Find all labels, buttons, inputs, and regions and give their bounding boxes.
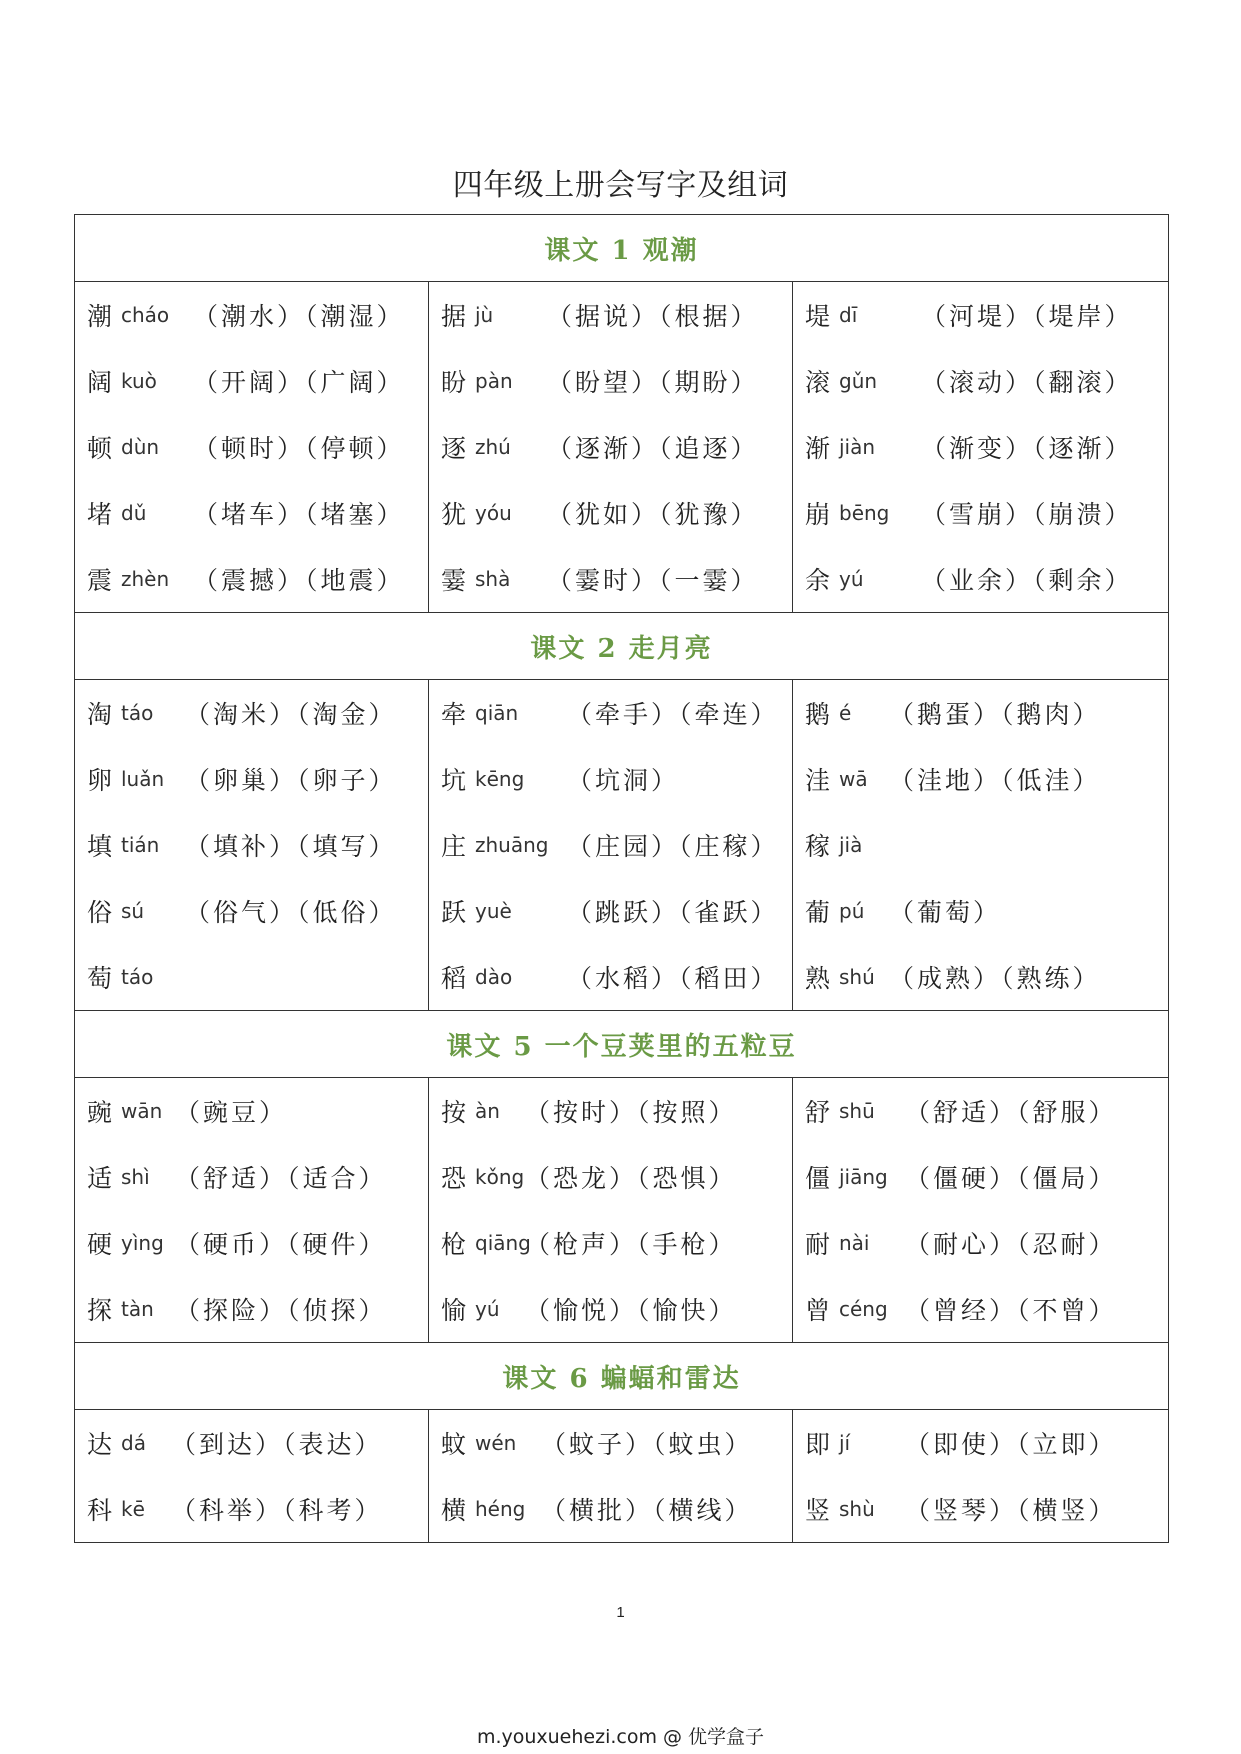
vocab-entry [793, 812, 1168, 878]
vocab-entry [793, 1276, 1168, 1342]
vocab-pinyin: zhú [475, 435, 511, 459]
vocab-character: 坑 [441, 766, 467, 795]
vocab-pinyin: yú [475, 1297, 500, 1321]
vocab-words: （耐心）（忍耐） [905, 1230, 1117, 1259]
vocab-pinyin: àn [475, 1099, 500, 1123]
page-title: 四年级上册会写字及组词 [452, 168, 789, 203]
lesson-header: 课文 2 走月亮 [75, 613, 1169, 680]
vocab-words: （业余）（剩余） [921, 566, 1133, 595]
vocab-character: 霎 [441, 566, 467, 595]
vocab-words: （竖琴）（横竖） [905, 1496, 1117, 1525]
vocab-character: 余 [805, 566, 831, 595]
vocab-entry [75, 480, 428, 546]
vocab-pinyin: tián [121, 833, 160, 857]
vocab-pinyin: shú [839, 965, 875, 989]
vocab-entry [429, 282, 792, 348]
vocab-words: （渐变）（逐渐） [921, 434, 1133, 463]
vocab-words: （科举）（科考） [171, 1496, 383, 1525]
vocab-character: 跃 [441, 898, 467, 927]
vocab-character: 逐 [441, 434, 467, 463]
vocab-entry [793, 1210, 1168, 1276]
vocab-entry [429, 1078, 792, 1144]
lesson-column [793, 282, 1169, 613]
vocab-character: 竖 [805, 1496, 831, 1525]
vocab-character: 填 [87, 832, 113, 861]
vocab-words: （震撼）（地震） [193, 566, 405, 595]
vocab-words: （填补）（填写） [185, 832, 397, 861]
vocab-character: 恐 [441, 1164, 467, 1193]
vocab-entry [793, 1078, 1168, 1144]
vocab-pinyin: kuò [121, 369, 157, 393]
vocab-words: （曾经）（不曾） [905, 1296, 1117, 1325]
vocab-entry [75, 414, 428, 480]
vocab-pinyin: tàn [121, 1297, 154, 1321]
vocab-pinyin: jià [839, 833, 863, 857]
vocab-entry [793, 680, 1168, 746]
vocab-entry [429, 546, 792, 612]
vocab-entry [793, 480, 1168, 546]
vocab-entry [75, 746, 428, 812]
vocab-pinyin: shū [839, 1099, 875, 1123]
vocab-entry [75, 1276, 428, 1342]
vocab-pinyin: céng [839, 1297, 888, 1321]
vocab-pinyin: zhuāng [475, 833, 549, 857]
vocab-pinyin: jiàn [839, 435, 876, 459]
vocab-character: 盼 [441, 368, 467, 397]
vocab-pinyin: yìng [121, 1231, 164, 1255]
vocab-pinyin: kēng [475, 767, 525, 791]
vocab-pinyin: táo [121, 965, 154, 989]
vocab-entry [429, 878, 792, 944]
vocab-character: 滚 [805, 368, 831, 397]
vocab-entry [429, 680, 792, 746]
vocab-words: （河堤）（堤岸） [921, 302, 1133, 331]
vocab-entry [793, 1144, 1168, 1210]
vocab-pinyin: wā [839, 767, 868, 791]
vocab-entry [793, 1410, 1168, 1476]
vocab-pinyin: héng [475, 1497, 526, 1521]
vocab-pinyin: bēng [839, 501, 890, 525]
vocab-character: 稻 [441, 964, 467, 993]
vocab-entry [75, 1210, 428, 1276]
vocab-character: 达 [87, 1430, 113, 1459]
lesson-column [429, 1078, 793, 1343]
vocab-pinyin: pàn [475, 369, 513, 393]
vocab-pinyin: jí [839, 1431, 851, 1455]
vocab-pinyin: wén [475, 1431, 517, 1455]
vocab-words: （葡萄） [889, 898, 1002, 927]
vocab-pinyin: qiāng [475, 1231, 531, 1255]
vocab-pinyin: yuè [475, 899, 512, 923]
vocab-character: 豌 [87, 1098, 113, 1127]
vocab-words: （开阔）（广阔） [193, 368, 405, 397]
vocab-entry [75, 282, 428, 348]
vocab-character: 舒 [805, 1098, 831, 1127]
vocab-character: 稼 [805, 832, 831, 861]
vocab-words: （蚊子）（蚊虫） [541, 1430, 753, 1459]
vocab-words: （愉悦）（愉快） [525, 1296, 737, 1325]
lesson-column [429, 1410, 793, 1543]
vocab-character: 淘 [87, 700, 113, 729]
vocab-character: 即 [805, 1430, 831, 1459]
vocab-entry [429, 746, 792, 812]
vocab-entry [429, 1144, 792, 1210]
vocab-character: 熟 [805, 964, 831, 993]
vocab-entry [429, 1476, 792, 1542]
vocab-words: （滚动）（翻滚） [921, 368, 1133, 397]
vocab-character: 愉 [441, 1296, 467, 1325]
vocab-words: （犹如）（犹豫） [547, 500, 759, 529]
vocab-pinyin: dào [475, 965, 513, 989]
vocab-entry [75, 944, 428, 1010]
vocab-entry [429, 1410, 792, 1476]
vocab-words: （僵硬）（僵局） [905, 1164, 1117, 1193]
vocab-entry [429, 1276, 792, 1342]
vocab-words: （洼地）（低洼） [889, 766, 1101, 795]
vocab-character: 崩 [805, 500, 831, 529]
vocab-character: 枪 [441, 1230, 467, 1259]
vocab-character: 葡 [805, 898, 831, 927]
vocab-character: 萄 [87, 964, 113, 993]
vocab-pinyin: jiāng [839, 1165, 888, 1189]
vocab-entry [75, 1476, 428, 1542]
vocab-character: 犹 [441, 500, 467, 529]
vocab-character: 曾 [805, 1296, 831, 1325]
vocab-words: （牵手）（牵连） [567, 700, 779, 729]
vocab-entry [75, 348, 428, 414]
vocab-pinyin: nài [839, 1231, 870, 1255]
vocab-pinyin: shù [839, 1497, 875, 1521]
vocabulary-table [74, 214, 1169, 1543]
vocab-entry [793, 878, 1168, 944]
vocab-character: 堤 [805, 302, 831, 331]
vocab-pinyin: dī [839, 303, 858, 327]
vocab-words: （枪声）（手枪） [525, 1230, 737, 1259]
vocab-entry [793, 282, 1168, 348]
vocab-entry [429, 348, 792, 414]
vocab-entry [429, 944, 792, 1010]
vocab-character: 俗 [87, 898, 113, 927]
vocab-character: 科 [87, 1496, 113, 1525]
vocab-pinyin: dá [121, 1431, 146, 1455]
vocab-character: 探 [87, 1296, 113, 1325]
vocab-pinyin: cháo [121, 303, 170, 327]
vocab-entry [793, 348, 1168, 414]
vocab-words: （雪崩）（崩溃） [921, 500, 1133, 529]
vocab-entry [793, 1476, 1168, 1542]
lesson-column [75, 282, 429, 613]
page-number: 1 [616, 1604, 625, 1621]
vocab-words: （顿时）（停顿） [193, 434, 405, 463]
vocab-character: 洼 [805, 766, 831, 795]
vocab-pinyin: luǎn [121, 767, 165, 791]
vocab-words: （横批）（横线） [541, 1496, 753, 1525]
vocab-words: （霎时）（一霎） [547, 566, 759, 595]
vocab-pinyin: é [839, 701, 852, 725]
vocab-character: 牵 [441, 700, 467, 729]
vocab-words: （按时）（按照） [525, 1098, 737, 1127]
vocab-words: （舒适）（适合） [175, 1164, 387, 1193]
vocab-pinyin: kǒng [475, 1165, 525, 1189]
vocab-pinyin: pú [839, 899, 865, 923]
vocab-words: （据说）（根据） [547, 302, 759, 331]
vocab-character: 硬 [87, 1230, 113, 1259]
lesson-column [75, 1410, 429, 1543]
footer-watermark: m.youxuehezi.com @ 优学盒子 [476, 1726, 765, 1748]
vocab-entry [75, 1078, 428, 1144]
vocab-character: 卵 [87, 766, 113, 795]
vocab-character: 据 [441, 302, 467, 331]
vocab-pinyin: gǔn [839, 369, 878, 393]
lesson-header: 课文 6 蝙蝠和雷达 [75, 1343, 1169, 1410]
vocab-character: 适 [87, 1164, 113, 1193]
lesson-column [793, 1410, 1169, 1543]
vocab-character: 鹅 [805, 700, 831, 729]
vocab-entry [75, 1144, 428, 1210]
vocab-character: 渐 [805, 434, 831, 463]
vocab-words: （卵巢）（卵子） [185, 766, 397, 795]
vocab-entry [75, 680, 428, 746]
vocab-entry [429, 414, 792, 480]
vocab-pinyin: táo [121, 701, 154, 725]
vocab-words: （逐渐）（追逐） [547, 434, 759, 463]
vocab-words: （盼望）（期盼） [547, 368, 759, 397]
lesson-column [793, 680, 1169, 1011]
vocab-words: （探险）（侦探） [175, 1296, 387, 1325]
vocab-pinyin: wān [121, 1099, 163, 1123]
vocab-pinyin: zhèn [121, 567, 170, 591]
vocab-character: 横 [441, 1496, 467, 1525]
vocab-character: 顿 [87, 434, 113, 463]
vocab-words: （潮水）（潮湿） [193, 302, 405, 331]
vocab-entry [793, 944, 1168, 1010]
vocab-words: （即使）（立即） [905, 1430, 1117, 1459]
vocab-words: （淘米）（淘金） [185, 700, 397, 729]
vocab-pinyin: yú [839, 567, 864, 591]
vocab-character: 堵 [87, 500, 113, 529]
vocab-pinyin: dùn [121, 435, 160, 459]
vocab-words: （跳跃）（雀跃） [567, 898, 779, 927]
vocab-pinyin: jù [475, 303, 494, 327]
vocab-pinyin: sú [121, 899, 145, 923]
vocab-entry [429, 812, 792, 878]
vocab-words: （庄园）（庄稼） [567, 832, 779, 861]
lesson-header: 课文 1 观潮 [75, 215, 1169, 282]
vocab-pinyin: yóu [475, 501, 512, 525]
lesson-header: 课文 5 一个豆荚里的五粒豆 [75, 1011, 1169, 1078]
vocab-words: （豌豆） [175, 1098, 288, 1127]
vocab-words: （硬币）（硬件） [175, 1230, 387, 1259]
vocab-words: （水稻）（稻田） [567, 964, 779, 993]
lesson-column [429, 282, 793, 613]
vocab-words: （舒适）（舒服） [905, 1098, 1117, 1127]
vocab-pinyin: qiān [475, 701, 519, 725]
lesson-column [793, 1078, 1169, 1343]
vocab-entry [75, 546, 428, 612]
vocab-words: （坑洞） [567, 766, 680, 795]
vocab-character: 阔 [87, 368, 113, 397]
vocab-entry [75, 812, 428, 878]
vocab-character: 蚊 [441, 1430, 467, 1459]
lesson-column [429, 680, 793, 1011]
lesson-column [75, 680, 429, 1011]
vocab-entry [75, 1410, 428, 1476]
vocab-words: （鹅蛋）（鹅肉） [889, 700, 1101, 729]
vocab-entry [429, 1210, 792, 1276]
vocab-pinyin: shà [475, 567, 511, 591]
vocab-character: 潮 [87, 302, 113, 331]
vocab-entry [793, 414, 1168, 480]
vocab-words: （俗气）（低俗） [185, 898, 397, 927]
vocab-pinyin: dǔ [121, 501, 147, 525]
vocab-words: （到达）（表达） [171, 1430, 383, 1459]
vocab-character: 庄 [441, 832, 467, 861]
vocab-entry [793, 546, 1168, 612]
vocab-words: （堵车）（堵塞） [193, 500, 405, 529]
vocab-character: 震 [87, 566, 113, 595]
vocab-entry [75, 878, 428, 944]
vocab-entry [793, 746, 1168, 812]
lesson-column [75, 1078, 429, 1343]
vocab-character: 按 [441, 1098, 467, 1127]
vocab-pinyin: shì [121, 1165, 150, 1189]
vocab-character: 耐 [805, 1230, 831, 1259]
vocab-pinyin: kē [121, 1497, 145, 1521]
vocab-entry [429, 480, 792, 546]
vocab-words: （成熟）（熟练） [889, 964, 1101, 993]
vocab-words: （恐龙）（恐惧） [525, 1164, 737, 1193]
vocab-character: 僵 [805, 1164, 831, 1193]
